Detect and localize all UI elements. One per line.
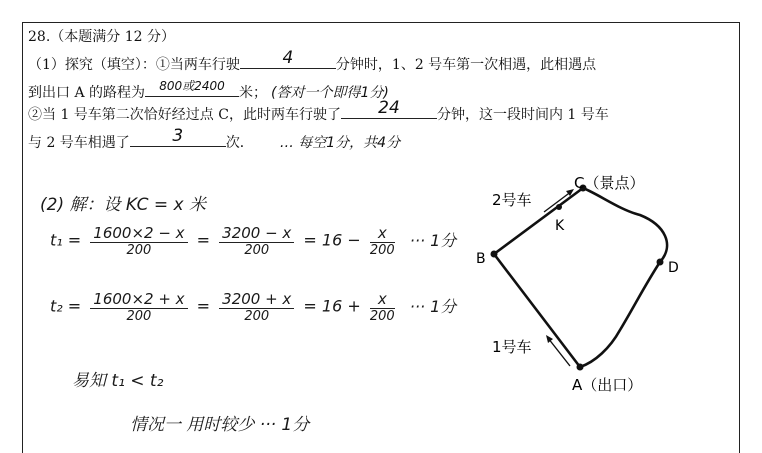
t1-equation (50, 224, 456, 258)
answer-2: 800或2400 (159, 79, 225, 93)
point-b (491, 251, 498, 258)
label-b: B (476, 251, 486, 267)
label-car2: 2号车 (492, 191, 532, 209)
solution-line4: 易知 t₁ < t₂ (72, 371, 164, 391)
part1-line2-pre: 到出口 A 的路程为 (28, 85, 146, 101)
car1-arrowhead (546, 335, 553, 343)
part1-line3-post: 分钟，这一段时间内 1 号车 (436, 107, 609, 123)
answer-1: 4 (282, 48, 294, 68)
question-header: 28.（本题满分 12 分） (28, 29, 175, 45)
route-figure (470, 170, 710, 400)
part1-line4-note: … 每空1分，共4分 (279, 135, 401, 151)
t2-frac-2-num: 3200 + x (219, 290, 294, 309)
point-d (657, 259, 664, 266)
part1-line2-note: (答对一个即得1分) (271, 85, 389, 101)
t2-frac-2 (219, 290, 294, 324)
t1-frac-2-num: 3200 − x (219, 224, 294, 243)
t2-frac-1-den: 200 (126, 309, 152, 324)
t1-score: ··· 1分 (409, 230, 457, 250)
part1-line3 (28, 100, 609, 124)
t1-frac-3 (370, 224, 395, 258)
answer-3: 24 (378, 98, 400, 118)
part1-line1 (28, 50, 596, 74)
part1-line2-post: 米； (239, 85, 268, 101)
t1-frac-2 (219, 224, 294, 258)
part1-line2 (28, 78, 389, 102)
t2-eq2: = 16 + (303, 296, 361, 316)
t2-frac-3-den: 200 (369, 309, 395, 324)
label-car1: 1号车 (492, 338, 532, 356)
answer-4: 3 (172, 126, 184, 146)
t1-frac-1 (90, 224, 187, 258)
answer-blank-4 (130, 128, 226, 147)
t1-lhs: t₁ = (50, 230, 82, 250)
t1-frac-1-den: 200 (126, 243, 152, 258)
t2-equation (50, 290, 456, 324)
label-c: C（景点） (574, 174, 645, 192)
t1-frac-1-num: 1600×2 − x (90, 224, 187, 243)
t2-frac-2-den: 200 (244, 309, 270, 324)
answer-blank-2 (145, 78, 239, 97)
point-k (556, 204, 562, 210)
t2-frac-1 (90, 290, 187, 324)
solution-line1: (2) 解：设 KC = x 米 (40, 195, 206, 215)
t1-frac-3-den: 200 (369, 243, 395, 258)
car1-arrow-shaft (548, 338, 570, 366)
point-a (577, 364, 584, 371)
part1-line1-post: 分钟时，1、2 号车第一次相遇，此相遇点 (335, 57, 597, 73)
t1-eq: = (196, 230, 211, 250)
label-k: K (555, 218, 565, 234)
t1-frac-2-den: 200 (244, 243, 270, 258)
part1-line4-pre: 与 2 号车相遇了 (28, 135, 130, 151)
t2-frac-1-num: 1600×2 + x (90, 290, 187, 309)
solution-line5: 情况一 用时较少 ··· 1分 (130, 415, 310, 435)
part1-line3-pre: ②当 1 号车第二次恰好经过点 C，此时两车行驶了 (28, 107, 341, 123)
t2-frac-3 (370, 290, 395, 324)
part1-line1-pre: （1）探究（填空）：①当两车行驶 (28, 57, 240, 73)
t1-frac-3-num: x (370, 224, 395, 243)
t2-score: ··· 1分 (409, 296, 457, 316)
t2-eq: = (196, 296, 211, 316)
label-d: D (668, 260, 679, 276)
t2-lhs: t₂ = (50, 296, 82, 316)
answer-blank-1 (240, 50, 336, 69)
t1-eq2: = 16 − (303, 230, 361, 250)
part1-line4 (28, 128, 400, 152)
part1-line4-post: 次． (225, 135, 254, 151)
label-a: A（出口） (572, 376, 643, 394)
t2-frac-3-num: x (370, 290, 395, 309)
answer-blank-3 (341, 100, 437, 119)
